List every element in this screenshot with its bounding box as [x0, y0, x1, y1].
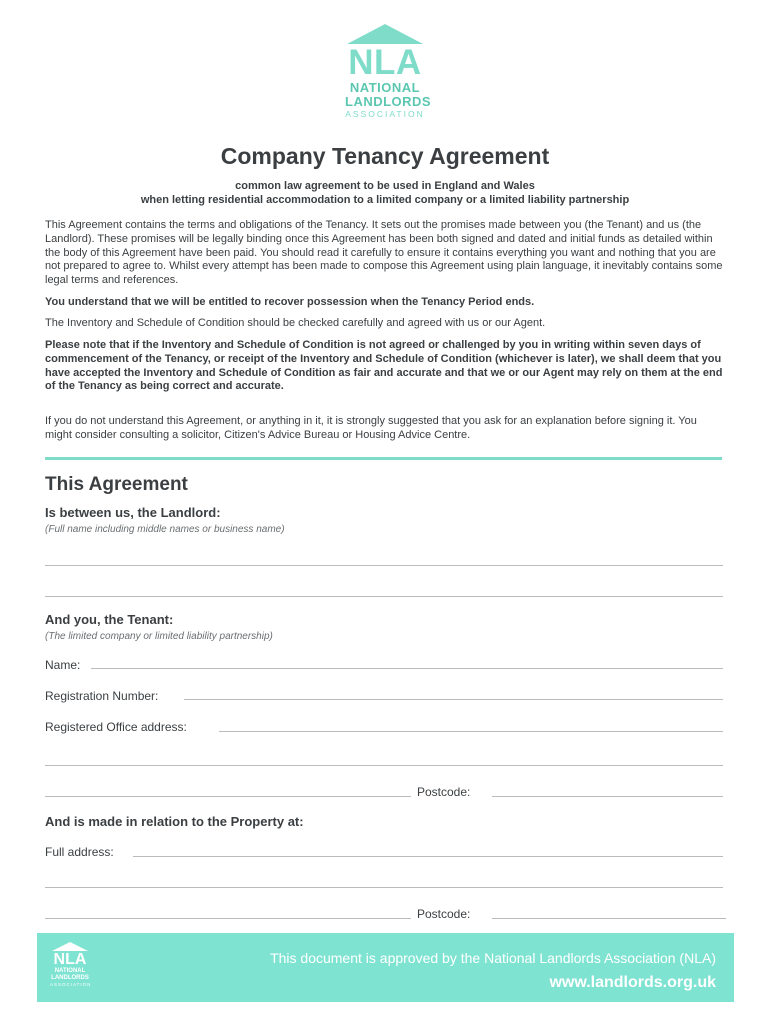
footer-logo-line-landlords: LANDLORDS — [51, 975, 89, 981]
section-divider — [45, 457, 722, 460]
footer-approval-text: This document is approved by the National Landlords Association (NLA) — [270, 950, 716, 966]
full-address-field-2[interactable] — [45, 887, 723, 888]
intro-paragraph-1: This Agreement contains the terms and obligations of the Tenancy. It sets out the promises made between you (the Tenant) and us (the Landlord). These promises will be legally binding once this Agreement has been both signed and dated and initial funds as detailed within the body of this Agreement have been paid. You should read it carefully to ensure it contains everything you want and nothing that you are not prepared to agree to. Whilst every attempt has been made to compose this Agreement using plain language, it inevitably contains some legal terms and references. — [45, 219, 723, 287]
registration-number-field[interactable] — [184, 699, 723, 700]
logo-roof-icon — [347, 24, 423, 44]
footer-website-link[interactable]: www.landlords.org.uk — [549, 974, 716, 991]
landlord-hint: (Full name including middle names or business name) — [45, 524, 285, 535]
section-heading: This Agreement — [45, 474, 188, 495]
subtitle-line-1: common law agreement to be used in England and Wales — [235, 180, 535, 192]
tenant-name-label: Name: — [45, 658, 81, 672]
property-label: And is made in relation to the Property at: — [45, 814, 304, 829]
logo-abbr: NLA — [348, 43, 422, 82]
footer-logo-line-association: ASSOCIATION — [50, 982, 92, 987]
footer-logo — [50, 942, 90, 988]
document-subtitle — [0, 179, 770, 207]
registered-office-field-3[interactable] — [45, 796, 411, 797]
intro-paragraph-2: You understand that we will be entitled to recover possession when the Tenancy Period ends. — [45, 296, 535, 308]
nla-logo — [345, 24, 432, 120]
property-postcode-field[interactable] — [492, 918, 726, 919]
property-postcode-label: Postcode: — [417, 907, 471, 921]
postcode-field[interactable] — [492, 796, 723, 797]
registration-number-label: Registration Number: — [45, 689, 159, 703]
subtitle-line-2: when letting residential accommodation to a limited company or a limited liability partnership — [140, 194, 630, 206]
postcode-label: Postcode: — [417, 785, 471, 799]
footer-banner — [37, 933, 734, 1002]
footer-logo-abbr: NLA — [53, 951, 87, 968]
full-address-field-3[interactable] — [45, 918, 411, 919]
registered-office-field-1[interactable] — [219, 731, 723, 732]
full-address-field-1[interactable] — [133, 856, 723, 857]
document-title: Company Tenancy Agreement — [220, 143, 550, 169]
registered-office-field-2[interactable] — [45, 765, 723, 766]
intro-paragraph-3: The Inventory and Schedule of Condition should be checked carefully and agreed with us or our Agent. — [45, 317, 546, 329]
landlord-label: Is between us, the Landlord: — [45, 505, 221, 520]
landlord-name-line-1[interactable] — [45, 565, 723, 566]
footer-logo-roof-icon — [52, 942, 88, 951]
landlord-name-line-2[interactable] — [45, 596, 723, 597]
full-address-label: Full address: — [45, 845, 114, 859]
logo-line-association: ASSOCIATION — [345, 109, 425, 119]
logo-line-landlords: LANDLORDS — [345, 94, 432, 109]
tenant-name-field[interactable] — [91, 668, 723, 669]
intro-paragraph-4: Please note that if the Inventory and Schedule of Condition is not agreed or challenged by you in writing within seven days of commencement of the Tenancy, or receipt of the Inventory and Schedule of Condition (whichever is later), we shall deem that you have accepted the Inventory and Schedule of Condition as fair and accurate and that we or our Agent may rely on them at the end of the Tenancy as being correct and accurate. — [45, 339, 723, 393]
tenant-hint: (The limited company or limited liability partnership) — [45, 631, 273, 642]
intro-paragraph-5: If you do not understand this Agreement, or anything in it, it is strongly suggested that you ask for an explanation before signing it. You might consider consulting a solicitor, Citizen's Advice Bureau or Housing Advice Centre. — [45, 415, 697, 441]
logo-line-national: NATIONAL — [349, 80, 421, 95]
registered-office-label: Registered Office address: — [45, 720, 187, 734]
footer-logo-line-national: NATIONAL — [54, 968, 86, 974]
tenant-label: And you, the Tenant: — [45, 612, 174, 627]
